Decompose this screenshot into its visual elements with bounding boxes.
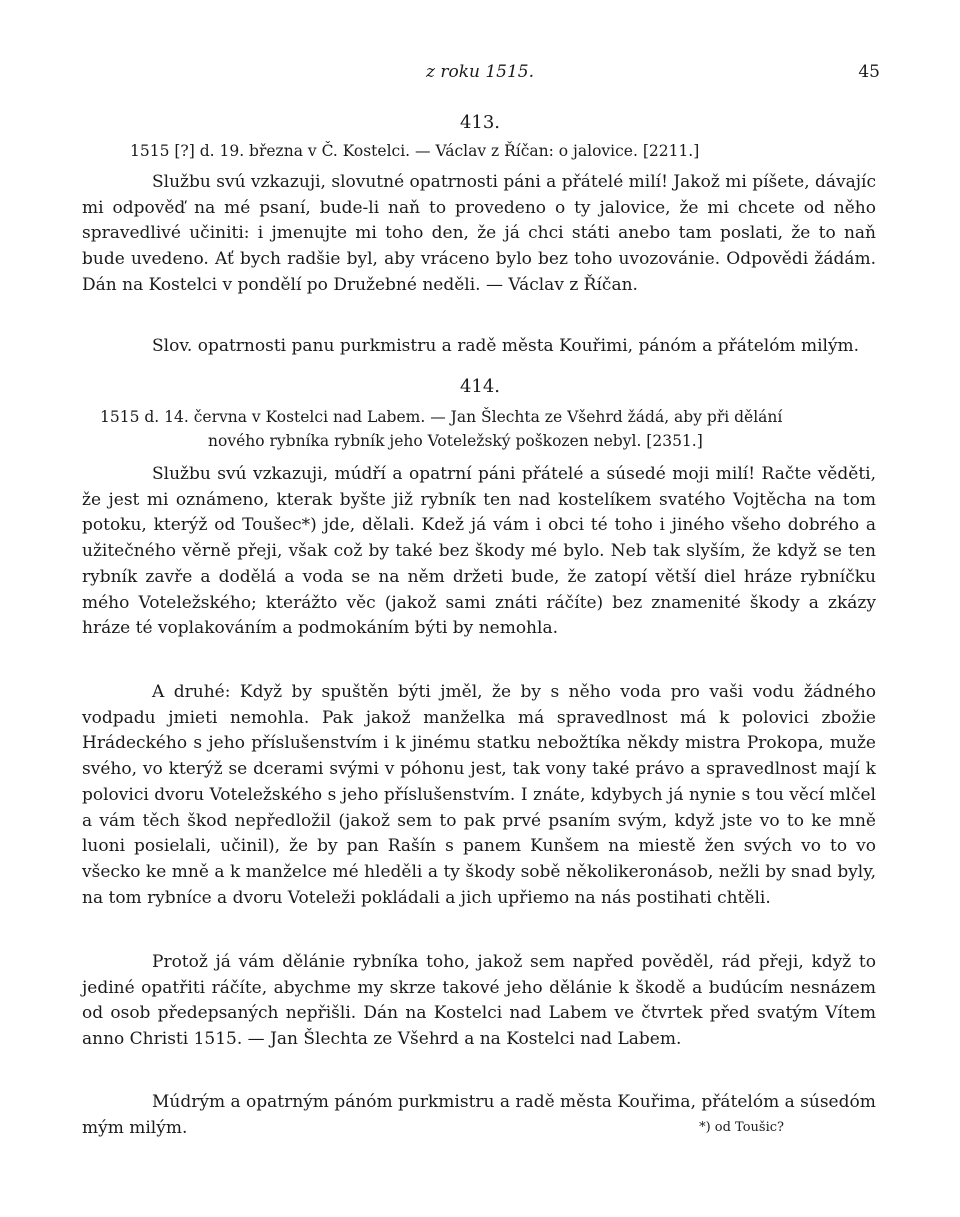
document-paragraph-414-2: A druhé: Když by spuštěn býti jměl, že by s něho voda pro vaši vodu žádného vodpadu jmieti nemohla. Pak jakož manželka má spravedlnost má k polovici zbožie Hrádeckého s jeho příslušenstvím i k jinému statku nebožtíka někdy mistra Prokopa, muže svého, vo kterýž se dcerami svými v póhonu jest, tak vony také právo a spravedlnost mají k polovici dvoru Voteležského s jeho příslušenstvím. I znáte, kdybych já nynie s tou věcí mlčel a vám těch škod nepředložil (jakož sem to pak prvé psaním svým, když jste vo to ke mně luoni posielali, učinil), že by pan Rašín s panem Kunšem na miestě žen svých vo to vo všecko ke mně a k manželce mé hleděli a ty škody sobě několikeronásob, nežli by snad byly, na tom rybníce a dvoru Voteleži pokládali a jich upřiemo na nás postihati chtěli.: [82, 682, 876, 908]
document-heading-414-line2: nového rybníka rybník jeho Voteležský poškozen nebyl. [2351.]: [208, 432, 703, 450]
page-number: 45: [858, 62, 880, 82]
running-header: z roku 1515.: [425, 62, 535, 82]
document-heading-414-line1: 1515 d. 14. června v Kostelci nad Labem. — Jan Šlechta ze Všehrd žádá, aby při dělání: [100, 408, 783, 426]
document-address-413: Slov. opatrnosti panu purkmistru a radě města Kouřimi, pánóm a přátelóm milým.: [152, 336, 860, 356]
document-number-414: 414.: [459, 376, 501, 397]
document-paragraph-413-1: Službu svú vzkazuji, slovutné opatrnosti páni a přátelé milí! Jakož mi píšete, dávajíc mi odpověď na mé psaní, bude-li naň to provedeno o ty jalovice, že mi chcete od něho spravedlivé učiniti: i jmenujte mi toho den, že já chci státi anebo tam poslati, že to naň bude uvedeno. Ať bych radšie byl, aby vráceno bylo bez toho uvozovánie. Odpovědi žádám. Dán na Kostelci v pondělí po Družebné neděli. — Václav z Říčan.: [82, 172, 876, 295]
document-paragraph-414-1: Službu svú vzkazuji, múdří a opatrní páni přátelé a súsedé moji milí! Račte věděti, že jest mi oznámeno, kterak byšte již rybník ten nad kostelíkem svatého Vojtěcha na tom potoku, kterýž od Toušec*) jde, dělali. Kdež já vám i obci té toho i jiného všeho dobrého a užitečného věrně přeji, však což by také bez škody mé bylo. Neb tak slyším, že když se ten rybník zavře a dodělá a voda se na něm držeti bude, že zatopí větší diel hráze rybníčku mého Voteležského; kterážto věc (jakož sami znáti ráčíte) bez znamenité škody a zkázy hráze té voplakováním a podmokáním býti by nemohla.: [82, 464, 876, 639]
document-address-414: Múdrým a opatrným pánóm purkmistru a radě města Kouřima, přátelóm a súsedóm mým milým.: [82, 1092, 876, 1138]
document-number-413: 413.: [459, 112, 501, 133]
footnote: *) od Toušic?: [699, 1120, 784, 1135]
document-paragraph-414-3: Protož já vám dělánie rybníka toho, jakož sem napřed pověděl, rád přeji, když to jediné opatřiti ráčíte, abychme my skrze takové jeho dělánie k škodě a budúcím nesnázem od osob předepsaných nepřišli. Dán na Kostelci nad Labem ve čtvrtek před svatým Vítem anno Christi 1515. — Jan Šlechta ze Všehrd a na Kostelci nad Labem.: [82, 952, 876, 1050]
document-heading-413: 1515 [?] d. 19. března v Č. Kostelci. — Václav z Říčan: o jalovice. [2211.]: [130, 142, 700, 160]
